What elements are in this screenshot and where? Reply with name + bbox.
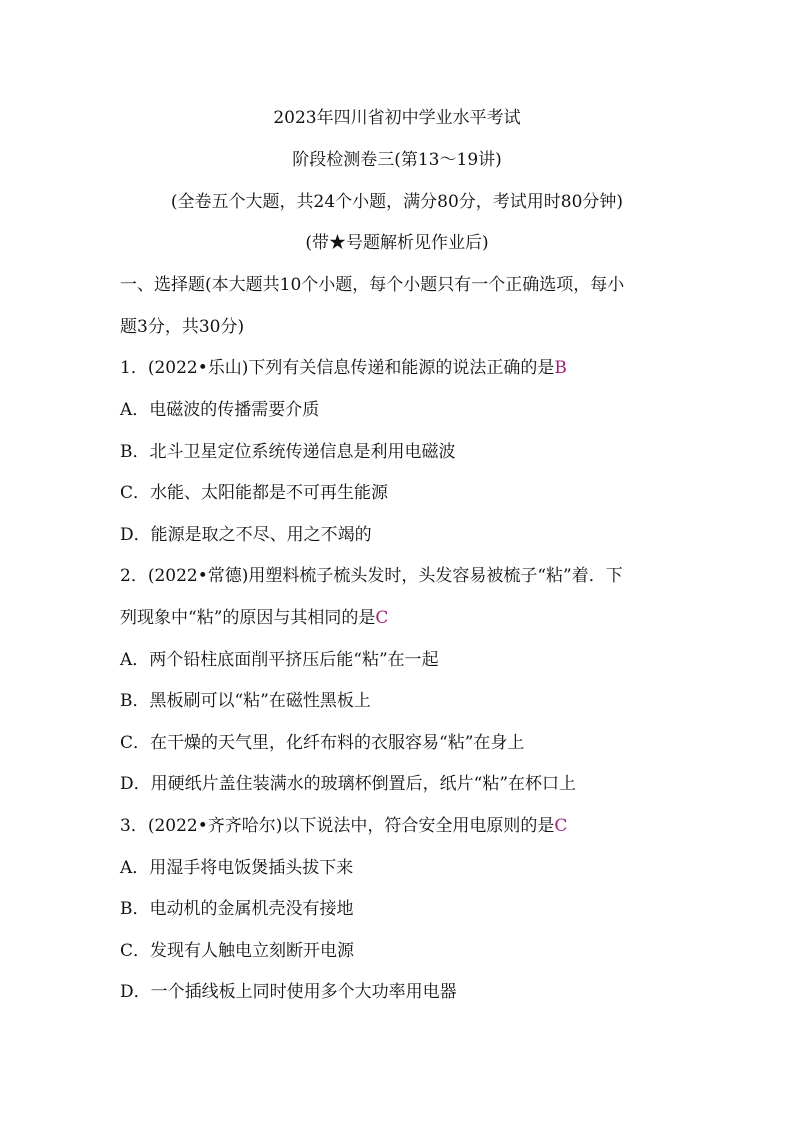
question-3-answer: C	[554, 816, 568, 836]
question-1-option-c: C．水能、太阳能都是不可再生能源	[120, 483, 389, 503]
question-1-option-a: A．电磁波的传播需要介质	[120, 400, 320, 420]
exam-subtitle: 阶段检测卷三(第13～19讲)	[292, 150, 502, 170]
section-heading: 一、选择题(本大题共10个小题，每个小题只有一个正确选项，每小	[120, 275, 625, 295]
section-heading-cont: 题3分，共30分)	[120, 317, 245, 337]
question-3-option-c: C．发现有人触电立刻断开电源	[120, 941, 355, 961]
question-2-option-d: D．用硬纸片盖住装满水的玻璃杯倒置后，纸片“粘”在杯口上	[120, 774, 577, 794]
question-1-stem	[120, 356, 567, 380]
question-2-option-c: C．在干燥的天气里，化纤布料的衣服容易“粘”在身上	[120, 733, 525, 753]
exam-footnote: (带★号题解析见作业后)	[305, 233, 489, 253]
question-2-stem-cont	[120, 606, 388, 630]
question-2-option-a: A．两个铅柱底面削平挤压后能“粘”在一起	[120, 650, 439, 670]
question-1-option-d: D．能源是取之不尽、用之不竭的	[120, 525, 372, 545]
exam-title: 2023年四川省初中学业水平考试	[273, 108, 521, 128]
question-3-option-a: A．用湿手将电饭煲插头拔下来	[120, 858, 354, 878]
exam-instructions: (全卷五个大题，共24个小题，满分80分，考试用时80分钟)	[170, 192, 624, 212]
question-2-answer: C	[375, 608, 389, 628]
question-2-text: 列现象中“粘”的原因与其相同的是	[120, 608, 376, 628]
question-3-text: 3．(2022•齐齐哈尔)以下说法中，符合安全用电原则的是	[120, 816, 555, 836]
question-2-option-b: B．黑板刷可以“粘”在磁性黑板上	[120, 691, 371, 711]
question-1-text: 1．(2022•乐山)下列有关信息传递和能源的说法正确的是	[120, 358, 555, 378]
question-2-stem: 2．(2022•常德)用塑料梳子梳头发时，头发容易被梳子“粘”着．下	[120, 566, 623, 586]
question-3-option-b: B．电动机的金属机壳没有接地	[120, 899, 354, 919]
question-1-option-b: B．北斗卫星定位系统传递信息是利用电磁波	[120, 442, 456, 462]
question-3-stem	[120, 814, 567, 838]
question-1-answer: B	[554, 358, 567, 378]
question-3-option-d: D．一个插线板上同时使用多个大功率用电器	[120, 982, 457, 1002]
